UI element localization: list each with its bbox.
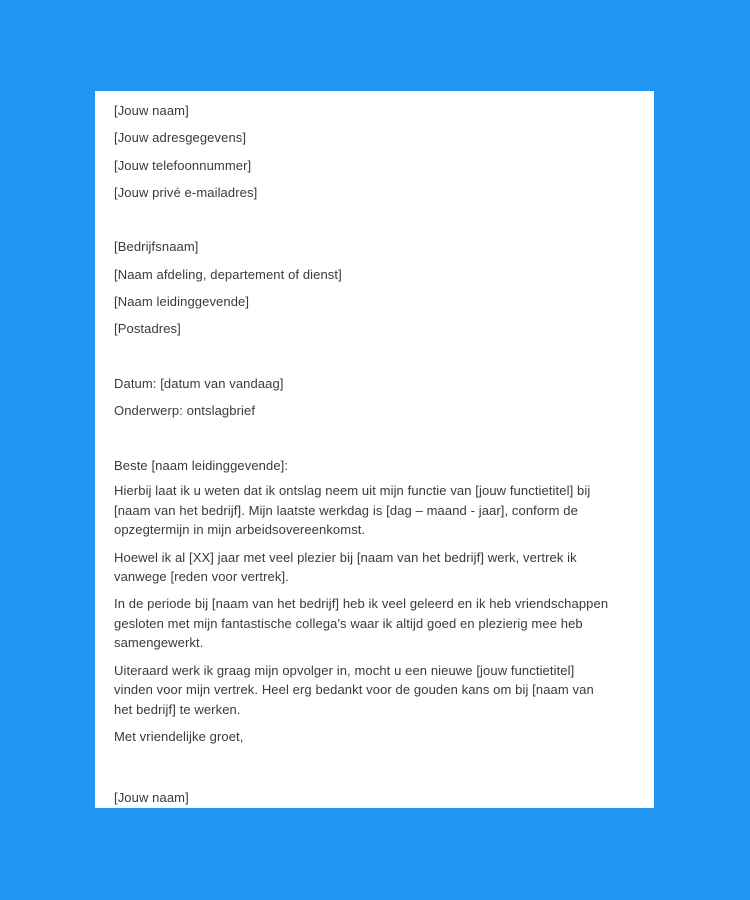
signature-space xyxy=(114,754,614,784)
paragraph-experience: In de periode bij [naam van het bedrijf] heb ik veel geleerd en ik heb vriendschappen gesloten met mijn fantastische collega's waar ik altijd goed en plezierig mee heb samengewerkt. xyxy=(114,596,609,651)
spacer xyxy=(114,425,614,452)
sender-email: [Jouw privé e-mailadres] xyxy=(114,184,258,200)
sender-address: [Jouw adresgegevens] xyxy=(114,130,247,146)
recipient-manager: [Naam leidinggevende] xyxy=(114,294,250,310)
sender-name: [Jouw naam] xyxy=(114,103,189,118)
paragraph-resignation: Hierbij laat ik u weten dat ik ontslag neem uit mijn functie van [jouw functietitel] bij [naam van het bedrijf]. Mijn laatste werkdag is [dag – maand - jaar], conform de opzegtermijn in mijn arbeidsovereenkomst. xyxy=(114,483,591,538)
letter-page xyxy=(95,91,654,808)
sender-block xyxy=(114,97,614,206)
paragraph-reason: Hoewel ik al [XX] jaar met veel plezier bij [naam van het bedrijf] werk, vertrek ik vanwege [reden voor vertrek]. xyxy=(114,549,577,585)
subject-line: Onderwerp: ontslagbrief xyxy=(114,403,256,419)
spacer xyxy=(114,343,614,370)
recipient-postal-address: [Postadres] xyxy=(114,321,181,337)
recipient-department: [Naam afdeling, departement of dienst] xyxy=(114,266,342,282)
paragraph-handover: Uiteraard werk ik graag mijn opvolger in, mocht u een nieuwe [jouw functietitel] vinden voor mijn vertrek. Heel erg bedankt voor de gouden kans om bij [naam van het bedrijf] te werken. xyxy=(114,662,594,717)
signature-name: [Jouw naam] xyxy=(114,790,189,806)
closing: Met vriendelijke groet, xyxy=(114,729,244,745)
letter-body xyxy=(114,97,614,808)
date-line: Datum: [datum van vandaag] xyxy=(114,375,284,391)
salutation: Beste [naam leidinggevende]: xyxy=(114,457,289,473)
spacer xyxy=(114,206,614,233)
sender-phone: [Jouw telefoonnummer] xyxy=(114,157,252,173)
recipient-company: [Bedrijfsnaam] xyxy=(114,239,199,255)
recipient-block xyxy=(114,233,614,342)
